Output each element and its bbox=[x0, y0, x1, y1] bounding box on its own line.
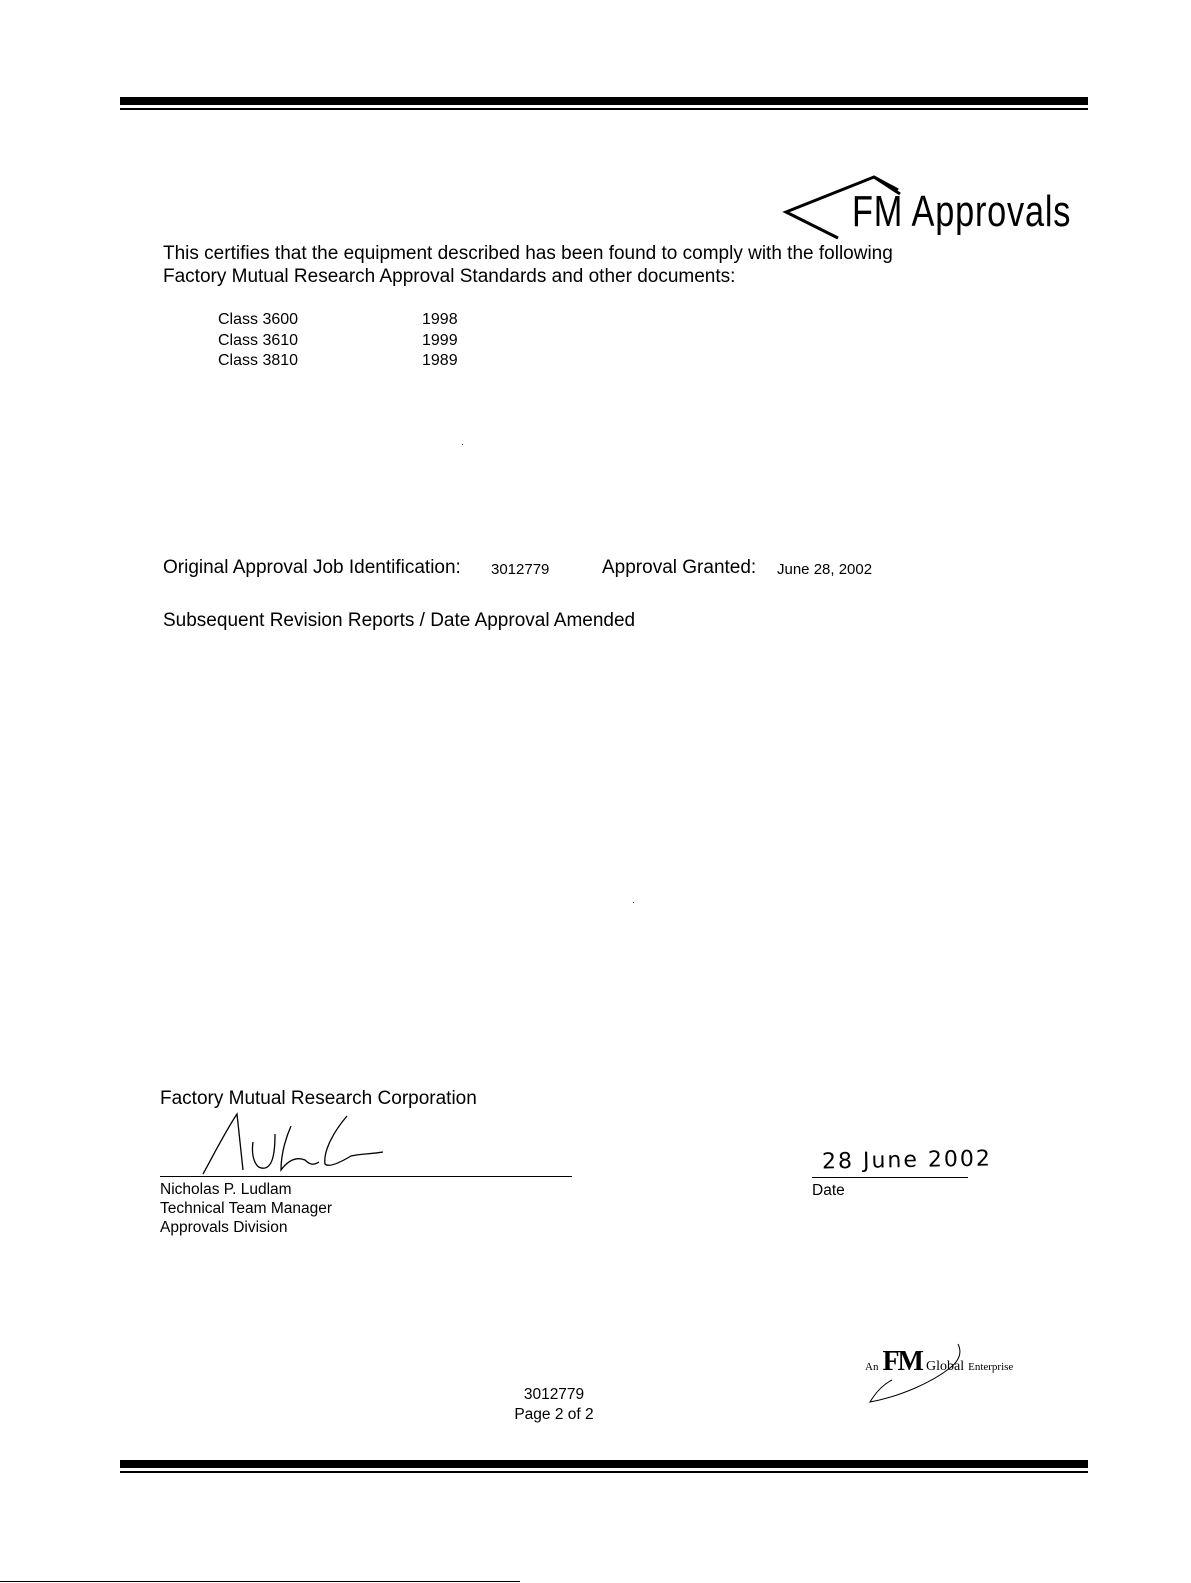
standard-name: Class 3810 bbox=[218, 352, 299, 369]
fm-approvals-logo-text: FM Approvals bbox=[852, 187, 1072, 236]
scan-edge-line bbox=[0, 1581, 520, 1582]
standard-name: Class 3600 bbox=[218, 311, 299, 328]
top-rule bbox=[120, 97, 1088, 105]
scan-speck bbox=[462, 444, 463, 445]
standard-year: 1999 bbox=[422, 331, 458, 349]
certification-line-1: This certifies that the equipment described has been found to comply with the following bbox=[163, 243, 893, 264]
certification-line-2: Factory Mutual Research Approval Standards and other documents: bbox=[163, 266, 736, 287]
bottom-rule bbox=[120, 1460, 1088, 1468]
enterprise-word: Enterprise bbox=[968, 1361, 1014, 1373]
date-label: Date bbox=[812, 1182, 845, 1199]
enterprise-an: An bbox=[865, 1361, 879, 1373]
standard-row bbox=[218, 351, 482, 372]
signer-division: Approvals Division bbox=[160, 1219, 288, 1236]
signature-line bbox=[160, 1176, 572, 1177]
standard-row bbox=[218, 331, 482, 352]
top-rule-thin bbox=[120, 108, 1088, 110]
organization-name: Factory Mutual Research Corporation bbox=[160, 1088, 477, 1109]
revisions-heading: Subsequent Revision Reports / Date Approval Amended bbox=[163, 610, 636, 631]
footer-doc-id: 3012779 bbox=[523, 1386, 585, 1403]
standard-year: 1998 bbox=[422, 311, 458, 328]
approval-granted-label: Approval Granted: bbox=[602, 557, 757, 578]
signer-name: Nicholas P. Ludlam bbox=[160, 1181, 292, 1198]
standards-list bbox=[218, 310, 482, 372]
job-identification-value: 3012779 bbox=[491, 561, 550, 578]
signer-block bbox=[160, 1180, 332, 1237]
standard-name: Class 3610 bbox=[218, 331, 299, 349]
job-identification-label: Original Approval Job Identification: bbox=[163, 557, 461, 578]
footer-page-number: Page 2 of 2 bbox=[514, 1406, 594, 1423]
handwritten-signature bbox=[195, 1112, 395, 1180]
standard-row bbox=[218, 310, 482, 331]
enterprise-fm: FM bbox=[882, 1346, 922, 1377]
approval-granted-value: June 28, 2002 bbox=[777, 561, 873, 578]
standard-year: 1989 bbox=[422, 352, 458, 369]
signer-title: Technical Team Manager bbox=[160, 1200, 333, 1217]
fm-global-enterprise-logo bbox=[865, 1348, 1013, 1376]
enterprise-global: Global bbox=[925, 1359, 965, 1374]
date-line bbox=[812, 1177, 968, 1178]
bottom-rule-thin bbox=[120, 1471, 1088, 1473]
scan-speck bbox=[633, 902, 634, 903]
handwritten-date: 28 June 2002 bbox=[821, 1146, 993, 1175]
